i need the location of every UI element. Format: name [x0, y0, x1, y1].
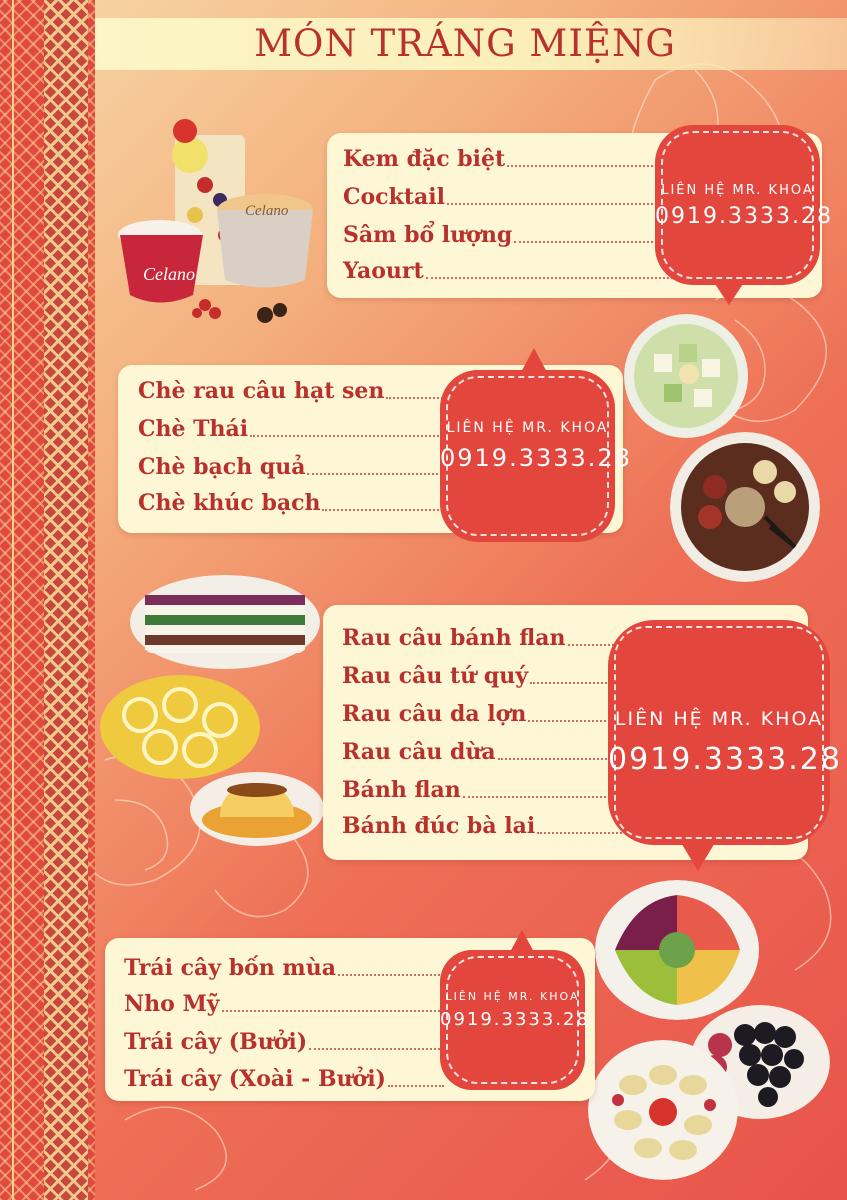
- menu-item: Kem đặc biệt: [343, 146, 673, 172]
- contact-bubble: [440, 950, 590, 1090]
- menu-item: Nho Mỹ: [124, 991, 444, 1017]
- menu-item: Rau câu da lợn: [342, 701, 622, 727]
- fruit-platter-photo: [595, 880, 760, 1020]
- decorative-border-pattern: [44, 0, 88, 1200]
- menu-item: Rau câu dừa: [342, 739, 622, 765]
- menu-item: Chè rau câu hạt sen: [138, 378, 458, 404]
- svg-text:Celano: Celano: [245, 203, 289, 219]
- menu-item: Bánh flan: [342, 777, 622, 803]
- menu-item: Rau câu bánh flan: [342, 625, 622, 651]
- che-thai-photo: [670, 432, 820, 582]
- contact-phone: 0919.3333.28: [440, 1009, 590, 1030]
- menu-item: Trái cây (Xoài - Bưởi): [124, 1066, 444, 1092]
- menu-item: Chè khúc bạch: [138, 490, 458, 516]
- contact-label: LIÊN HỆ MR. KHOA: [445, 990, 580, 1003]
- layered-jelly-photo: [130, 575, 320, 670]
- menu-item: Trái cây bốn mùa: [124, 955, 444, 981]
- contact-label: LIÊN HỆ MR. KHOA: [614, 708, 824, 730]
- contact-label: LIÊN HỆ MR. KHOA: [446, 420, 609, 436]
- menu-item: Chè bạch quả: [138, 454, 458, 480]
- menu-item: Yaourt: [343, 258, 673, 284]
- menu-item: Bánh đúc bà lai: [342, 813, 622, 839]
- mango-pomelo-photo: [588, 1040, 738, 1180]
- menu-item: Cocktail: [343, 184, 673, 210]
- page-title: MÓN TRÁNG MIỆNG: [254, 22, 676, 65]
- contact-phone: 0919.3333.28: [655, 204, 833, 229]
- menu-item: Trái cây (Bưởi): [124, 1029, 444, 1055]
- contact-phone: 0919.3333.28: [440, 444, 632, 472]
- coconut-jelly-photo: [100, 675, 260, 780]
- contact-label: LIÊN HỆ MR. KHOA: [661, 183, 814, 198]
- ice-cream-cocktail-photo: [115, 115, 320, 330]
- lotus-seed-jelly-photo: [624, 314, 749, 439]
- menu-item: Rau câu tứ quý: [342, 663, 622, 689]
- contact-bubble: [655, 125, 833, 285]
- menu-item: Chè Thái: [138, 416, 458, 442]
- menu-item: Sâm bổ lượng: [343, 222, 673, 248]
- contact-phone: 0919.3333.28: [608, 742, 842, 777]
- flan-photo: [190, 772, 325, 847]
- contact-bubble: [440, 370, 632, 542]
- svg-text:Celano: Celano: [143, 264, 195, 284]
- contact-bubble: [608, 620, 842, 845]
